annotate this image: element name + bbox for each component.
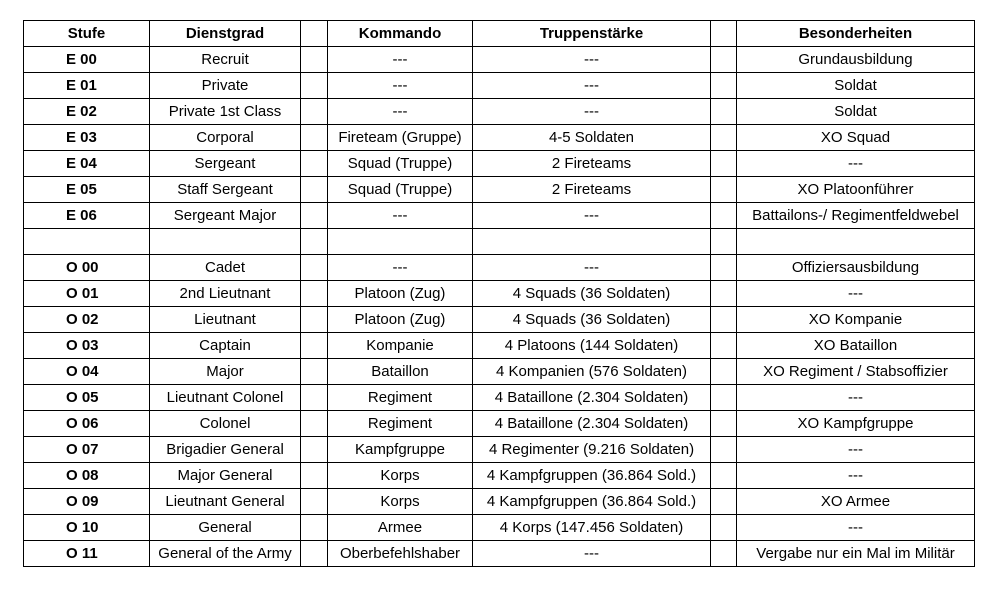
cell-stufe: O 02 (24, 307, 150, 333)
cell-besonderheiten (737, 229, 975, 255)
table-row (24, 515, 975, 541)
cell-kommando: --- (328, 47, 473, 73)
table-row (24, 463, 975, 489)
table-row (24, 229, 975, 255)
table-row (24, 151, 975, 177)
cell-besonderheiten: --- (737, 463, 975, 489)
table-row (24, 125, 975, 151)
table-row (24, 177, 975, 203)
cell-kommando: Armee (328, 515, 473, 541)
cell-kommando: --- (328, 255, 473, 281)
cell-staerke: 2 Fireteams (473, 151, 711, 177)
cell-stufe: O 00 (24, 255, 150, 281)
cell-dienstgrad: Sergeant Major (150, 203, 301, 229)
cell-dienstgrad: Cadet (150, 255, 301, 281)
cell-stufe: O 08 (24, 463, 150, 489)
cell-spacer (301, 125, 328, 151)
cell-staerke: --- (473, 47, 711, 73)
cell-stufe: E 04 (24, 151, 150, 177)
cell-staerke: --- (473, 73, 711, 99)
cell-dienstgrad: Captain (150, 333, 301, 359)
cell-besonderheiten: Soldat (737, 73, 975, 99)
cell-stufe: O 01 (24, 281, 150, 307)
cell-spacer (711, 333, 737, 359)
cell-besonderheiten: XO Bataillon (737, 333, 975, 359)
cell-spacer (301, 229, 328, 255)
cell-dienstgrad: Private 1st Class (150, 99, 301, 125)
cell-staerke: --- (473, 255, 711, 281)
cell-dienstgrad: Recruit (150, 47, 301, 73)
cell-kommando: --- (328, 73, 473, 99)
rank-table (23, 20, 975, 567)
header-stufe: Stufe (24, 21, 150, 47)
cell-dienstgrad: Lieutnant (150, 307, 301, 333)
cell-kommando: Kampfgruppe (328, 437, 473, 463)
table-row (24, 203, 975, 229)
cell-besonderheiten: XO Armee (737, 489, 975, 515)
cell-spacer (301, 411, 328, 437)
table-row (24, 437, 975, 463)
cell-stufe: O 04 (24, 359, 150, 385)
header-kommando: Kommando (328, 21, 473, 47)
cell-spacer (711, 489, 737, 515)
cell-besonderheiten: XO Kompanie (737, 307, 975, 333)
cell-kommando: Squad (Truppe) (328, 177, 473, 203)
cell-kommando: --- (328, 203, 473, 229)
cell-stufe: O 10 (24, 515, 150, 541)
cell-staerke: 4 Kompanien (576 Soldaten) (473, 359, 711, 385)
header-besonderheiten: Besonderheiten (737, 21, 975, 47)
cell-spacer (711, 437, 737, 463)
cell-kommando: Platoon (Zug) (328, 307, 473, 333)
cell-spacer (711, 229, 737, 255)
table-row (24, 307, 975, 333)
cell-besonderheiten: XO Regiment / Stabsoffizier (737, 359, 975, 385)
cell-spacer (301, 281, 328, 307)
cell-staerke: 4 Kampfgruppen (36.864 Sold.) (473, 463, 711, 489)
cell-spacer (711, 203, 737, 229)
cell-besonderheiten: Grundausbildung (737, 47, 975, 73)
cell-dienstgrad: Brigadier General (150, 437, 301, 463)
table-row (24, 541, 975, 567)
cell-stufe: E 06 (24, 203, 150, 229)
cell-staerke: 4 Regimenter (9.216 Soldaten) (473, 437, 711, 463)
header-staerke: Truppenstärke (473, 21, 711, 47)
cell-spacer (301, 177, 328, 203)
cell-dienstgrad: Sergeant (150, 151, 301, 177)
cell-besonderheiten: XO Squad (737, 125, 975, 151)
cell-kommando: Fireteam (Gruppe) (328, 125, 473, 151)
cell-staerke: 4 Squads (36 Soldaten) (473, 307, 711, 333)
cell-spacer (711, 359, 737, 385)
rank-table-body (24, 47, 975, 567)
cell-spacer (711, 463, 737, 489)
table-header-row (24, 21, 975, 47)
cell-spacer (301, 307, 328, 333)
table-row (24, 281, 975, 307)
cell-stufe: O 07 (24, 437, 150, 463)
cell-stufe: O 09 (24, 489, 150, 515)
cell-spacer (301, 359, 328, 385)
table-row (24, 255, 975, 281)
table-row (24, 47, 975, 73)
cell-besonderheiten: --- (737, 151, 975, 177)
cell-dienstgrad (150, 229, 301, 255)
cell-spacer (711, 541, 737, 567)
cell-stufe: E 01 (24, 73, 150, 99)
cell-stufe: O 03 (24, 333, 150, 359)
cell-besonderheiten: XO Platoonführer (737, 177, 975, 203)
cell-besonderheiten: --- (737, 515, 975, 541)
cell-spacer (711, 151, 737, 177)
cell-kommando: Korps (328, 489, 473, 515)
cell-staerke: 4-5 Soldaten (473, 125, 711, 151)
cell-spacer (711, 73, 737, 99)
table-row (24, 411, 975, 437)
cell-staerke: 2 Fireteams (473, 177, 711, 203)
cell-dienstgrad: Lieutnant Colonel (150, 385, 301, 411)
cell-spacer (711, 307, 737, 333)
cell-spacer (711, 255, 737, 281)
cell-stufe: E 05 (24, 177, 150, 203)
table-row (24, 73, 975, 99)
cell-dienstgrad: General of the Army (150, 541, 301, 567)
cell-stufe: E 03 (24, 125, 150, 151)
cell-staerke: --- (473, 99, 711, 125)
cell-kommando: Kompanie (328, 333, 473, 359)
cell-spacer (301, 255, 328, 281)
cell-spacer (711, 177, 737, 203)
cell-kommando (328, 229, 473, 255)
cell-dienstgrad: Private (150, 73, 301, 99)
cell-spacer (301, 99, 328, 125)
cell-spacer (711, 515, 737, 541)
cell-besonderheiten: --- (737, 437, 975, 463)
cell-spacer (301, 385, 328, 411)
header-spacer (301, 21, 328, 47)
cell-kommando: Platoon (Zug) (328, 281, 473, 307)
cell-spacer (301, 151, 328, 177)
cell-staerke: 4 Kampfgruppen (36.864 Sold.) (473, 489, 711, 515)
cell-spacer (301, 333, 328, 359)
table-row (24, 333, 975, 359)
cell-dienstgrad: Colonel (150, 411, 301, 437)
cell-spacer (301, 73, 328, 99)
cell-staerke: 4 Squads (36 Soldaten) (473, 281, 711, 307)
cell-dienstgrad: Major (150, 359, 301, 385)
cell-besonderheiten: Soldat (737, 99, 975, 125)
cell-spacer (301, 203, 328, 229)
cell-spacer (301, 541, 328, 567)
cell-kommando: Regiment (328, 385, 473, 411)
cell-staerke: 4 Bataillone (2.304 Soldaten) (473, 411, 711, 437)
cell-spacer (711, 47, 737, 73)
table-row (24, 359, 975, 385)
cell-besonderheiten: --- (737, 385, 975, 411)
cell-spacer (711, 385, 737, 411)
cell-staerke: 4 Korps (147.456 Soldaten) (473, 515, 711, 541)
cell-kommando: Regiment (328, 411, 473, 437)
cell-dienstgrad: Corporal (150, 125, 301, 151)
cell-spacer (301, 47, 328, 73)
cell-stufe (24, 229, 150, 255)
table-row (24, 385, 975, 411)
cell-dienstgrad: Lieutnant General (150, 489, 301, 515)
cell-stufe: O 05 (24, 385, 150, 411)
cell-staerke: 4 Bataillone (2.304 Soldaten) (473, 385, 711, 411)
header-spacer (711, 21, 737, 47)
cell-kommando: --- (328, 99, 473, 125)
cell-stufe: O 06 (24, 411, 150, 437)
cell-besonderheiten: Vergabe nur ein Mal im Militär (737, 541, 975, 567)
cell-stufe: E 00 (24, 47, 150, 73)
cell-kommando: Korps (328, 463, 473, 489)
cell-besonderheiten: XO Kampfgruppe (737, 411, 975, 437)
cell-besonderheiten: Battailons-/ Regimentfeldwebel (737, 203, 975, 229)
table-row (24, 489, 975, 515)
cell-spacer (711, 411, 737, 437)
cell-dienstgrad: General (150, 515, 301, 541)
cell-dienstgrad: Major General (150, 463, 301, 489)
cell-stufe: E 02 (24, 99, 150, 125)
cell-dienstgrad: Staff Sergeant (150, 177, 301, 203)
cell-kommando: Bataillon (328, 359, 473, 385)
cell-spacer (301, 515, 328, 541)
cell-staerke: --- (473, 541, 711, 567)
cell-staerke: 4 Platoons (144 Soldaten) (473, 333, 711, 359)
cell-spacer (711, 99, 737, 125)
cell-spacer (301, 463, 328, 489)
cell-staerke (473, 229, 711, 255)
cell-besonderheiten: Offiziersausbildung (737, 255, 975, 281)
cell-spacer (711, 125, 737, 151)
cell-staerke: --- (473, 203, 711, 229)
header-dienstgrad: Dienstgrad (150, 21, 301, 47)
cell-dienstgrad: 2nd Lieutnant (150, 281, 301, 307)
cell-spacer (301, 437, 328, 463)
table-row (24, 99, 975, 125)
cell-spacer (301, 489, 328, 515)
cell-kommando: Oberbefehlshaber (328, 541, 473, 567)
cell-kommando: Squad (Truppe) (328, 151, 473, 177)
cell-besonderheiten: --- (737, 281, 975, 307)
cell-stufe: O 11 (24, 541, 150, 567)
cell-spacer (711, 281, 737, 307)
